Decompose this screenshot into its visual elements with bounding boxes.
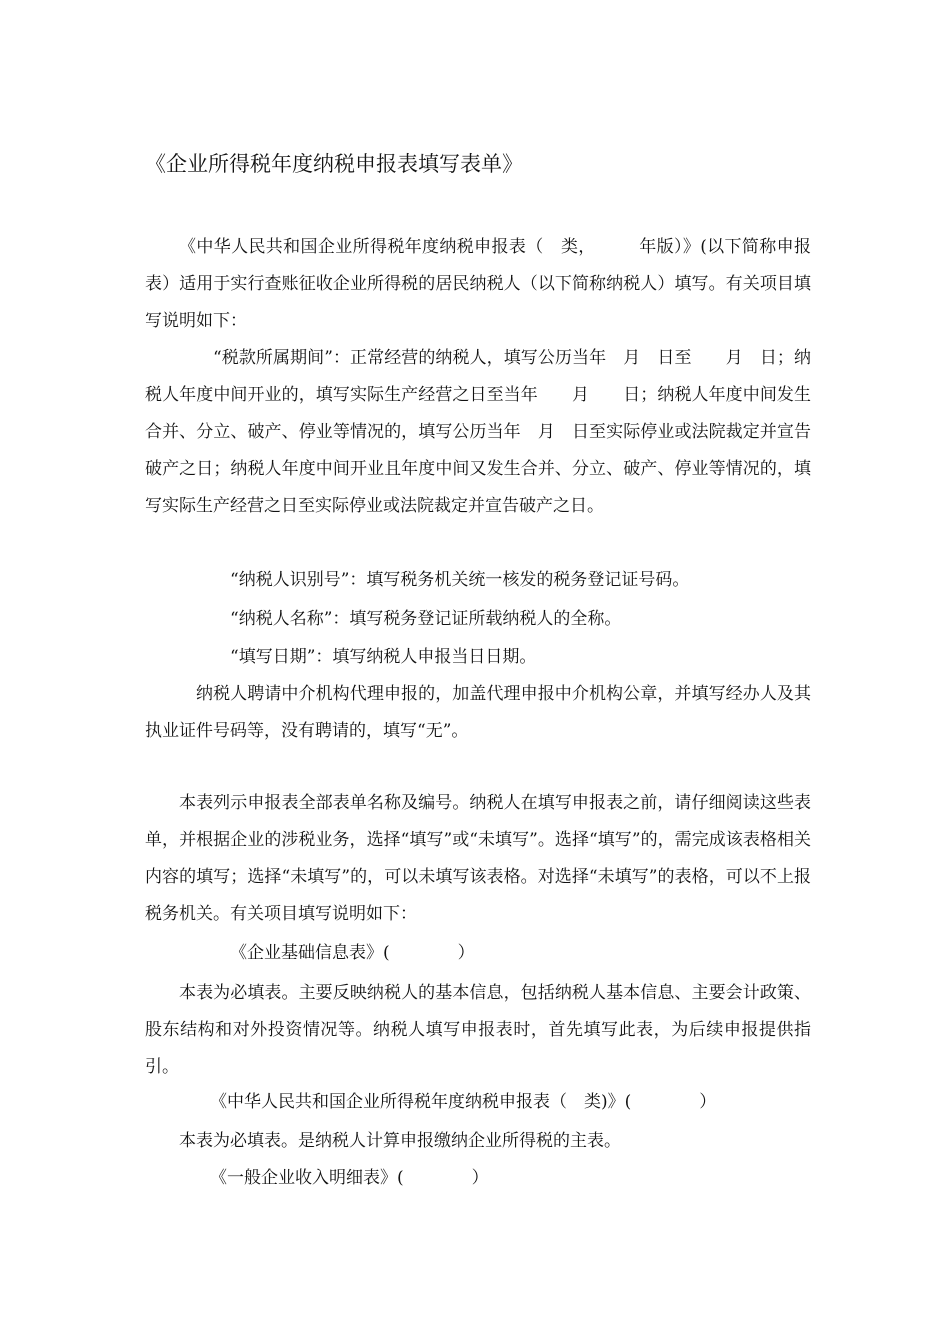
basic-info-form-title: 《企业基础信息表》( ） — [230, 943, 475, 963]
form-list-paragraph: 本表列示申报表全部表单名称及编号。纳税人在填写申报表之前，请仔细阅读这些表单，并根据企业的涉税业务，选择“填写”或“未填写”。选择“填写”的，需完成该表格相关内容的填写；选择“未填写”的，可以未填写该表格。对选择“未填写”的表格，可以不上报税务机关。有关项目填写说明如下： — [145, 793, 811, 924]
fill-date-paragraph: “填写日期”：填写纳税人申报当日日期。 — [230, 647, 537, 667]
income-detail-form-title: 《一般企业收入明细表》( ） — [210, 1168, 489, 1188]
taxpayer-id-paragraph: “纳税人识别号”：填写税务机关统一核发的税务登记证号码。 — [230, 570, 690, 590]
document-title: 《企业所得税年度纳税申报表填写表单》 — [145, 152, 523, 176]
tax-period-paragraph: “税款所属期间”：正常经营的纳税人，填写公历当年 月 日至 月 日；纳税人年度中间开业的，填写实际生产经营之日至当年 月 日；纳税人年度中间发生合并、分立、破产、停业等情况的，填写公历当年 月 日至实际停业或法院裁定并宣告破产之日；纳税人年度中间开业且年度中间又发生合并、分立、破产、停业等情况的，填写实际生产经营之日至实际停业或法院裁定并宣告破产之日。 — [145, 348, 811, 516]
basic-info-description: 本表为必填表。主要反映纳税人的基本信息，包括纳税人基本信息、主要会计政策、股东结构和对外投资情况等。纳税人填写申报表时，首先填写此表，为后续申报提供指引。 — [145, 983, 811, 1077]
main-form-description: 本表为必填表。是纳税人计算申报缴纳企业所得税的主表。 — [179, 1131, 621, 1151]
taxpayer-name-paragraph: “纳税人名称”：填写税务登记证所载纳税人的全称。 — [230, 609, 622, 629]
main-form-title: 《中华人民共和国企业所得税年度纳税申报表（ 类)》( ） — [210, 1092, 717, 1112]
agent-paragraph: 纳税人聘请中介机构代理申报的，加盖代理申报中介机构公章，并填写经办人及其执业证件号码等，没有聘请的，填写“无”。 — [145, 684, 811, 741]
intro-paragraph: 《中华人民共和国企业所得税年度纳税申报表（ 类， 年版）》(以下简称申报表）适用于实行查账征收企业所得税的居民纳税人（以下简称纳税人）填写。有关项目填写说明如下： — [145, 237, 811, 331]
